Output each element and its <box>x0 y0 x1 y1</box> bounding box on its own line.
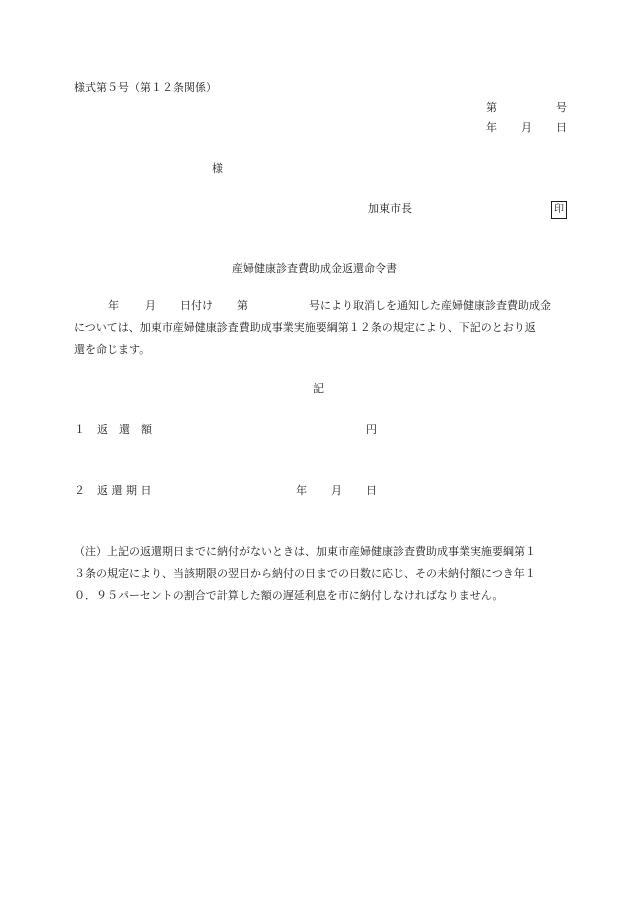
body-number-prefix: 第 <box>237 299 248 312</box>
note-line3: ０．９５パーセントの割合で計算した額の遅延利息を市に納付しなければなりません。 <box>74 589 504 602</box>
item2-month: 月 <box>331 484 342 497</box>
item1-unit: 円 <box>366 423 377 436</box>
body-line2: については、加東市産婦健康診査費助成事業実施要綱第１２条の規定により、下記のとおり返 <box>74 321 536 334</box>
body-dated: 日付け <box>180 299 213 312</box>
body-line1-text: 号により取消しを通知した産婦健康診査費助成金 <box>309 299 551 312</box>
doc-number-prefix: 第 <box>486 101 497 114</box>
document-title: 産婦健康診査費助成金返還命令書 <box>232 262 397 275</box>
form-number: 様式第５号（第１２条関係） <box>74 81 217 94</box>
item2-label: 返 還 期 日 <box>97 484 152 497</box>
note-line1: （注）上記の返還期日までに納付がないときは、加東市産婦健康診査費助成事業実施要綱第１ <box>74 545 536 558</box>
item1-number: １ <box>74 423 85 436</box>
item2-number: ２ <box>74 484 85 497</box>
date-year: 年 <box>486 121 497 134</box>
issuer-name: 加東市長 <box>368 202 412 215</box>
body-month: 月 <box>145 299 156 312</box>
date-month: 月 <box>521 121 532 134</box>
note-line2: ３条の規定により、当該期限の翌日から納付の日までの日数に応じ、その未納付額につき年１ <box>74 567 536 580</box>
note-paragraph <box>74 541 579 607</box>
seal-mark: 印 <box>551 201 567 219</box>
addressee-honorific: 様 <box>212 162 223 175</box>
body-year: 年 <box>108 299 119 312</box>
ki-heading: 記 <box>313 382 324 395</box>
date-day: 日 <box>556 121 567 134</box>
body-line3: 還を命じます。 <box>74 343 151 356</box>
item2-year: 年 <box>296 484 307 497</box>
item2-day: 日 <box>366 484 377 497</box>
item1-label: 返 還 額 <box>97 423 152 436</box>
doc-number-suffix: 号 <box>556 101 567 114</box>
